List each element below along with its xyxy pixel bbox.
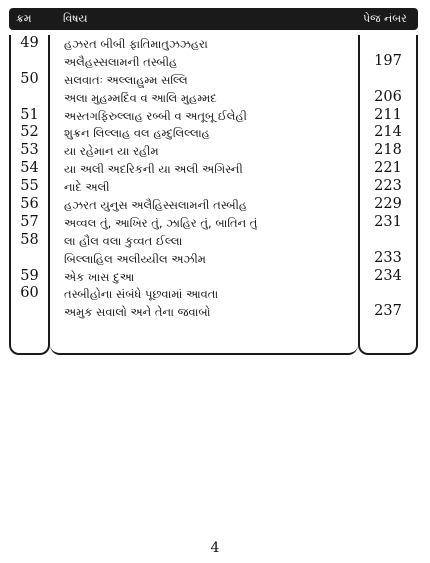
row-topic: હઝરત બીબી ફાતિમાતુઝઝહરા [64,37,208,51]
header-topic: વિષય [63,12,88,25]
row-serial-number: 54 [20,160,39,177]
row-topic: તસ્બીહોના સંબંધે પૂછવામાં આવતા [64,287,219,302]
row-serial-number: 58 [20,231,39,248]
row-serial-number: 59 [20,267,39,284]
table-row [9,303,418,321]
row-topic: અસ્તગફિરુલ્લાહ રબ્બી વ અતૂબૂ ઈલેહી [64,108,247,123]
row-topic: નાદે અલી [64,180,110,195]
header-page-number: પેજ નંબર [363,12,407,25]
row-page-number: 234 [374,267,402,284]
table-header [9,8,418,30]
table-row [9,232,418,250]
row-topic: યા રહેમાન યા રહીમ [64,144,159,159]
row-serial-number: 50 [20,70,39,87]
row-serial-number: 55 [20,178,39,195]
table-of-contents [9,35,418,321]
table-row [9,71,418,89]
table-row [9,214,418,232]
row-serial-number: 52 [20,124,39,141]
table-row [9,285,418,303]
table-row [9,142,418,160]
row-page-number: 206 [374,88,402,105]
table-row [9,107,418,125]
row-page-number: 231 [374,213,402,230]
row-page-number: 221 [374,160,402,177]
row-serial-number: 60 [20,285,39,302]
row-topic: યા અલી અદરિકની યા અલી અગિસ્ની [64,162,243,177]
row-serial-number: 56 [20,196,39,213]
row-page-number: 197 [374,52,402,69]
header-serial-number: ક્રમ [16,12,32,25]
table-row [9,160,418,178]
row-serial-number: 57 [20,213,39,230]
table-row [9,250,418,268]
row-topic: અવ્વલ તું, આખિર તું, ઝાહિર તું, બાતિન તું [64,215,258,230]
row-page-number: 223 [374,178,402,195]
row-topic: સલવાતઃ અલ્લાહુમ્મ સલ્લિ [64,72,188,87]
row-serial-number: 49 [20,35,39,51]
row-page-number: 218 [374,142,402,159]
table-row [9,196,418,214]
row-topic: અલા મુહમ્મદિંવ વ આલિ મુહમ્મદ [64,90,217,105]
row-page-number: 211 [374,106,402,123]
row-topic: લા હૌલ વલા કુવ્વત ઈલ્લા [64,233,183,248]
row-topic: એક ખાસ દુઆ [64,269,135,284]
row-serial-number: 51 [20,106,39,123]
row-page-number: 229 [374,196,402,213]
row-topic: બિલ્લાહિલ અલીય્યીલ અઝીમ [64,251,206,266]
page-footer-number: 4 [210,540,220,556]
row-serial-number: 53 [20,142,39,159]
table-row [9,178,418,196]
table-row [9,268,418,286]
table-row [9,124,418,142]
row-topic: અલૈહસ્સલામની તસ્બીહ [64,54,178,69]
row-page-number: 214 [374,124,402,141]
table-row [9,35,418,53]
row-topic: હઝરત યુનુસ અલૈહિસ્સલામની તસ્બીહ [64,198,248,213]
table-row [9,89,418,107]
row-topic: અમુક સવાલો અને તેના જવાબો [64,305,211,320]
row-page-number: 233 [374,249,402,266]
row-topic: શુક્રન લિલ્લાહ વલ હમ્દુલિલ્લાહ [64,126,210,141]
row-page-number: 237 [374,303,402,320]
table-row [9,53,418,71]
